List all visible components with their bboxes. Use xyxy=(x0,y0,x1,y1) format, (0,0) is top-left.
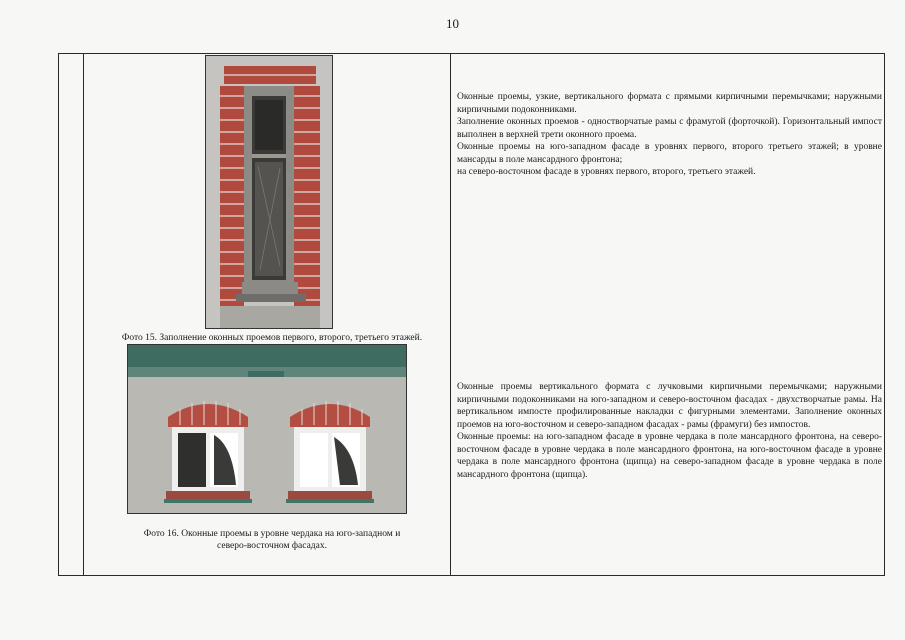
window-brick-illustration xyxy=(206,56,333,329)
description-block-2 xyxy=(457,381,882,481)
table-divider-left xyxy=(83,54,84,575)
description-paragraph: Оконные проемы, узкие, вертикального формата с прямыми кирпичными перемычками; наружными кирпичными подоконниками. xyxy=(457,92,882,115)
description-block-1 xyxy=(457,91,882,179)
description-paragraph: на северо-восточном фасаде в уровнях первого, второго, третьего этажей. xyxy=(457,167,756,177)
photo16-caption-line1: Фото 16. Оконные проемы в уровне чердака на юго-западном и xyxy=(143,529,401,539)
description-paragraph: Оконные проемы вертикального формата с лучковыми кирпичными перемычками; наружными кирпичными подоконниками на юго-западном и северо-восточном фасадах - двухстворчатые рамы. На вертикальном импосте профилированные накладки с фигурными элементами. Заполнение оконных проемов на юго-восточном и северо-западном фасадах - рамы (фрамуги) без импостов. xyxy=(457,382,882,430)
photo-window-brick-frame xyxy=(205,55,333,329)
content-table xyxy=(58,53,885,576)
table-divider-middle xyxy=(450,54,451,575)
photo16-caption xyxy=(87,528,457,552)
photo16-caption-line2: северо-восточном фасадах. xyxy=(217,541,327,551)
description-paragraph: Оконные проемы: на юго-западном фасаде в уровне чердака в поле мансардного фронтона, на северо-восточном фасаде в уровне чердака в поле мансардного фронтона, на юго-восточном фасаде в уровне чердака в поле мансардного фронтона (щипца) на северо-западном фасаде в уровне чердака в поле мансардного фронтона (щипца). xyxy=(457,432,882,480)
description-paragraph: Оконные проемы на юго-западном фасаде в уровнях первого, второго третьего этажей; в уровне мансарды в поле мансардного фронтона; xyxy=(457,142,882,165)
attic-windows-illustration xyxy=(128,345,407,514)
photo15-caption: Фото 15. Заполнение оконных проемов первого, второго, третьего этажей. xyxy=(121,333,423,343)
page-number: 10 xyxy=(446,16,459,31)
photo-attic-windows xyxy=(127,344,407,514)
description-paragraph: Заполнение оконных проемов - одностворчатые рамы с фрамугой (форточкой). Горизонтальный импост выполнен в верхней трети оконного проема. xyxy=(457,117,882,140)
